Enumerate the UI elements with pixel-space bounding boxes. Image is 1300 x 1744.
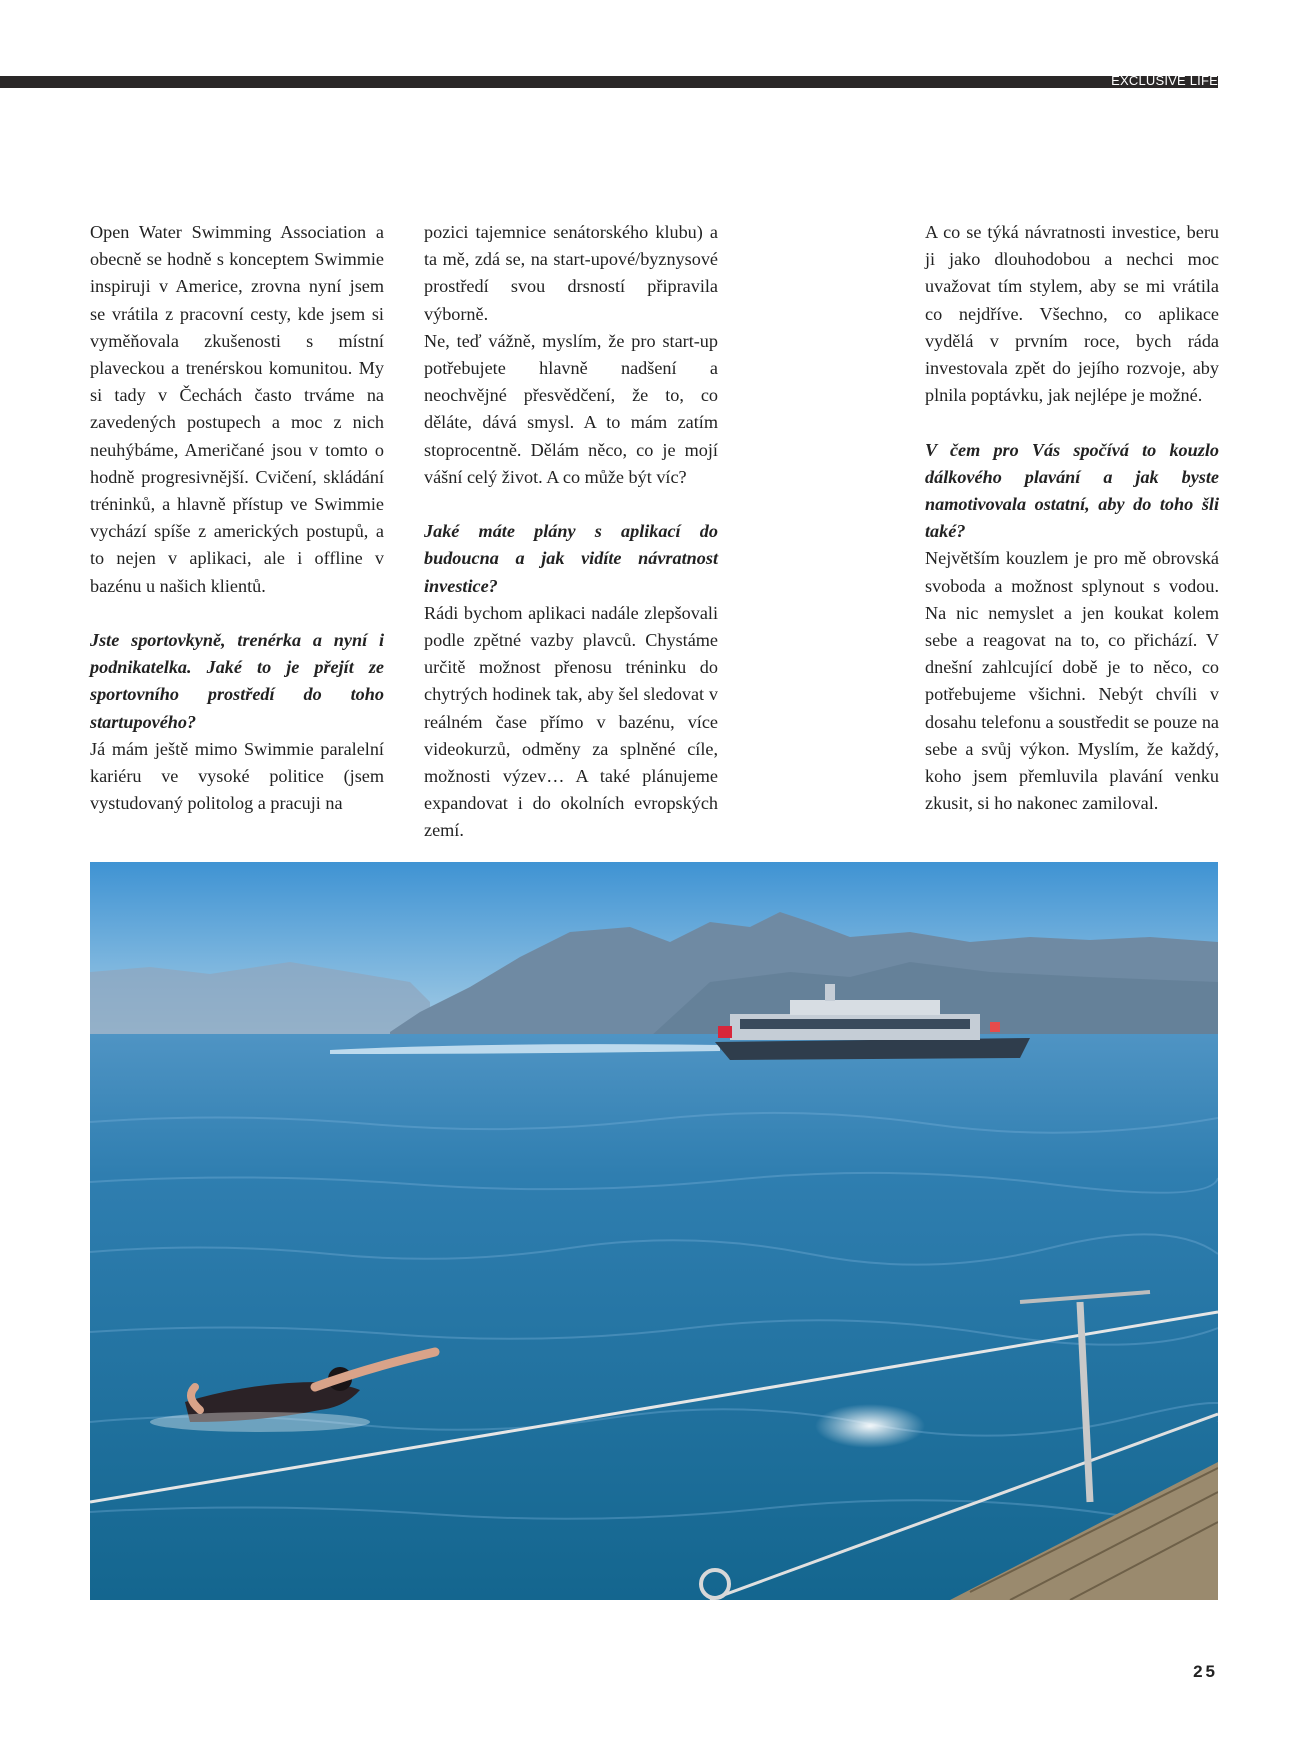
- top-header-bar: [0, 73, 1218, 88]
- interview-question: Jste sportovkyně, trenérka a nyní i podnikatelka. Jaké to je přejít ze sportovního prostředí do toho startupového?: [90, 630, 384, 732]
- sun-glare: [815, 1404, 925, 1448]
- body-paragraph: Já mám ještě mimo Swimmie paralelní kariéru ve vysoké politice (jsem vystudovaný politolog a pracuji na: [90, 738, 384, 814]
- article-column-3: [925, 219, 1219, 817]
- article-column-2: [424, 219, 718, 845]
- lake-swimmer-photo: [90, 862, 1218, 1600]
- interview-question: V čem pro Vás spočívá to kouzlo dálkového plavání a jak byste namotivovala ostatní, aby do toho šli také?: [925, 439, 1219, 542]
- body-paragraph: Ne, teď vážně, myslím, že pro start-up potřebujete hlavně nadšení a neochvějné přesvědčení, že to, co děláte, dává smysl. A to mám zatím stoprocentně. Dělám něco, co je mojí vášní celý život. A co může být víc?: [424, 330, 718, 487]
- body-paragraph: Open Water Swimming Association a obecně se hodně s konceptem Swimmie inspiruji v Americe, zrovna nyní jsem se vrátila z pracovní cesty, kde jsem si vyměňovala zkušenosti s místní plaveckou a trenérskou komunitou. My si tady v Čechách často trváme na zavedených postupech a moc z nich neuhýbáme, Američané jsou v tomto o hodně progresivnější. Cvičení, skládání tréninků, a hlavně přístup ve Swimmie vychází spíše z amerických postupů, a to nejen v aplikaci, ale i offline v bazénu u našich klientů.: [90, 222, 384, 596]
- article-column-1: [90, 219, 384, 817]
- section-label: EXCLUSIVE LIFE: [1111, 73, 1218, 88]
- interview-question: Jaké máte plány s aplikací do budoucna a jak vidíte návratnost investice?: [424, 521, 718, 596]
- body-paragraph: pozici tajemnice senátorského klubu) a ta mě, zdá se, na start-upové/byznysové prostředí svou drsností připravila výborně.: [424, 222, 718, 324]
- body-paragraph: Rádi bychom aplikaci nadále zlepšovali podle zpětné vazby plavců. Chystáme určitě možnost přenosu tréninku do chytrých hodinek tak, aby šel sledovat v reálném čase přímo v bazénu, více videokurzů, odměny za splněné cíle, možnosti výzev… A také plánujeme expandovat i do okolních evropských zemí.: [424, 602, 718, 841]
- body-paragraph: A co se týká návratnosti investice, beru ji jako dlouhodobou a nechci moc uvažovat tím stylem, aby se mi vrátila co nejdříve. Všechno, co aplikace vydělá v prvním roce, bych ráda investovala zpět do jejího rozvoje, aby plnila poptávku, jak nejlépe je možné.: [925, 222, 1219, 406]
- body-paragraph: Největším kouzlem je pro mě obrovská svoboda a možnost splynout s vodou. Na nic nemyslet a jen koukat kolem sebe a reagovat na to, co přichází. V dnešní zahlcující době je to něco, co potřebujeme všichni. Nebýt chvíli v dosahu telefonu a soustředit se pouze na sebe a svůj výkon. Myslím, že každý, koho jsem přemluvila plavání venku zkusit, si ho nakonec zamiloval.: [925, 548, 1219, 814]
- page-number: 25: [1193, 1662, 1218, 1681]
- photo-illustration: [90, 862, 1218, 1600]
